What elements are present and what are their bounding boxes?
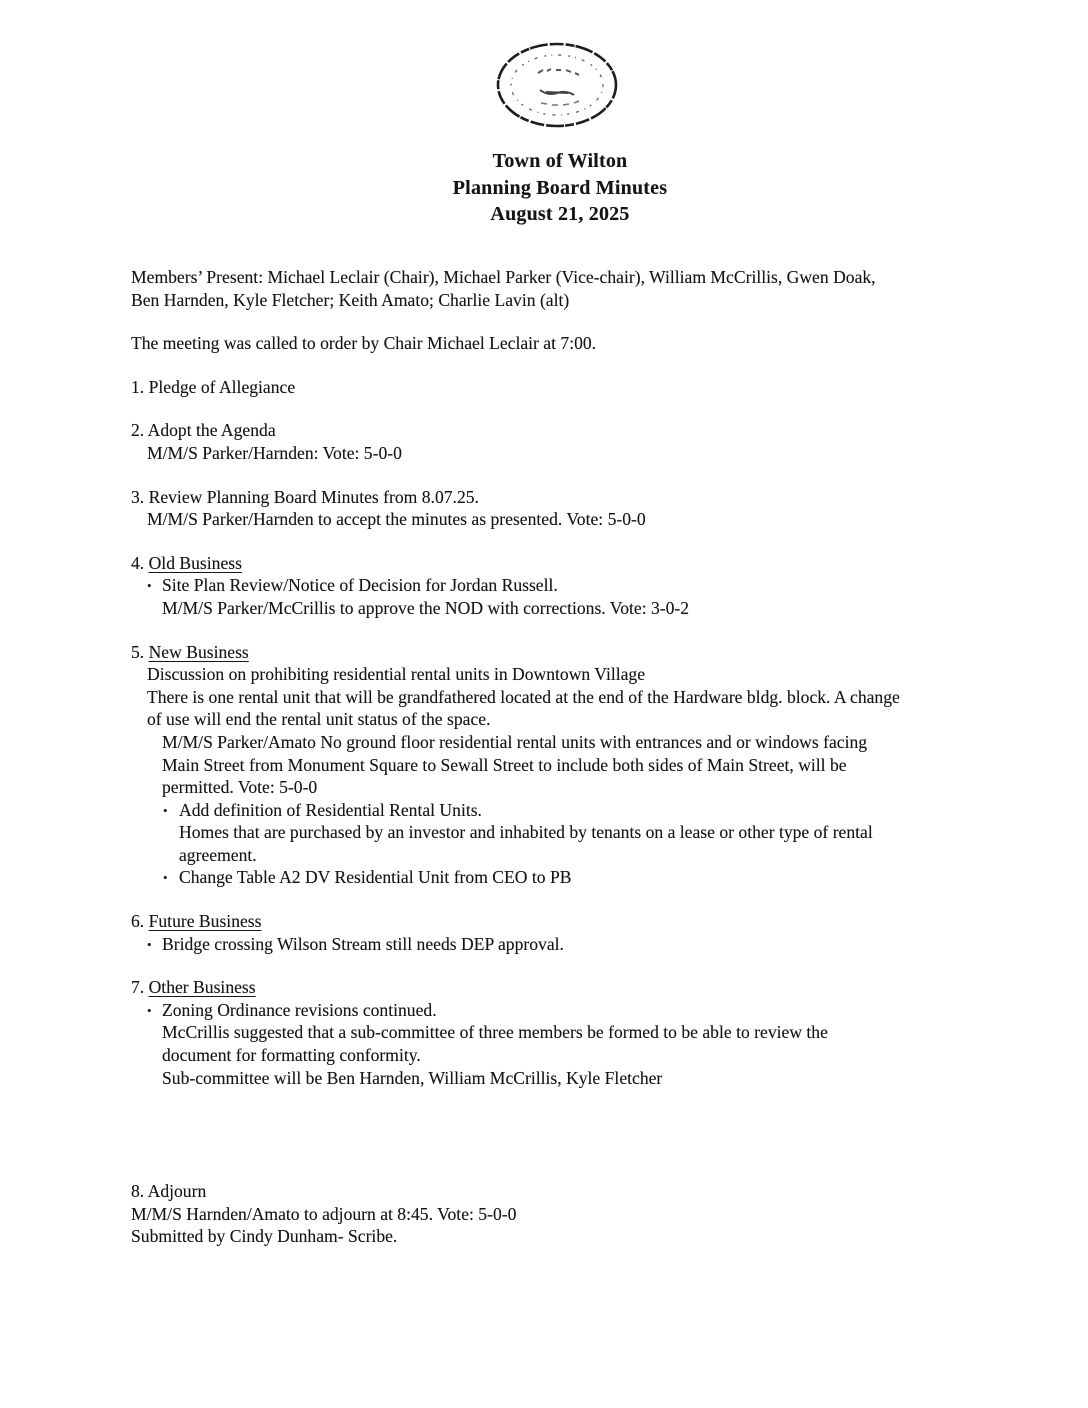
line-text: Discussion on prohibiting residential rental units in Downtown Village — [147, 664, 646, 685]
line-text: 8. Adjourn — [131, 1181, 207, 1202]
town-seal-icon — [494, 40, 620, 130]
doc-line — [131, 866, 1051, 889]
doc-line — [131, 419, 1051, 442]
doc-line — [131, 976, 1051, 999]
line-text: 1. Pledge of Allegiance — [131, 376, 296, 397]
doc-line — [131, 776, 1051, 799]
line-text: of use will end the rental unit status of the space. — [147, 709, 491, 730]
line-text: The meeting was called to order by Chair Michael Leclair at 7:00. — [131, 333, 597, 354]
doc-line — [131, 552, 1051, 575]
doc-line — [131, 508, 1051, 531]
line-text: Add definition of Residential Rental Units. — [179, 799, 482, 820]
doc-line — [131, 1203, 1051, 1226]
line-text: Members’ Present: Michael Leclair (Chair), Michael Parker (Vice-chair), William McCrillis, Gwen Doak, — [131, 267, 876, 287]
line-text: 3. Review Planning Board Minutes from 8.07.25. — [131, 486, 479, 507]
document-body — [131, 266, 1051, 1248]
line-text: M/M/S Harnden/Amato to adjourn at 8:45. Vote: 5-0-0 — [131, 1203, 517, 1224]
doc-line — [131, 266, 1051, 289]
doc-line — [131, 933, 1051, 956]
line-text: permitted. Vote: 5-0-0 — [162, 777, 318, 798]
doc-line — [131, 376, 1051, 399]
line-text: M/M/S Parker/Harnden to accept the minutes as presented. Vote: 5-0-0 — [147, 509, 646, 530]
doc-line — [131, 486, 1051, 509]
section-heading: Future Business — [148, 911, 262, 932]
line-text: McCrillis suggested that a sub-committee of three members be formed to be able to review the — [162, 1022, 828, 1043]
section-number: 5. — [131, 641, 149, 662]
line-text: Homes that are purchased by an investor and inhabited by tenants on a lease or other type of rental — [179, 822, 873, 843]
line-text: Change Table A2 DV Residential Unit from CEO to PB — [179, 867, 572, 888]
line-text: Site Plan Review/Notice of Decision for Jordan Russell. — [162, 575, 558, 596]
doc-line — [131, 910, 1051, 933]
doc-line — [131, 574, 1051, 597]
doc-line — [131, 1021, 1051, 1044]
section-number: 4. — [131, 552, 149, 573]
bullet-icon: • — [163, 870, 168, 886]
line-text: Zoning Ordinance revisions continued. — [162, 999, 437, 1020]
bullet-icon: • — [147, 1002, 152, 1018]
title-line-org: Town of Wilton — [492, 150, 628, 172]
line-text: Ben Harnden, Kyle Fletcher; Keith Amato; Charlie Lavin (alt) — [131, 289, 570, 310]
line-text: Submitted by Cindy Dunham- Scribe. — [131, 1226, 398, 1247]
section-heading: Other Business — [148, 977, 256, 998]
doc-line — [131, 799, 1051, 822]
doc-line — [131, 1044, 1051, 1067]
doc-line — [131, 1225, 1051, 1248]
doc-line — [131, 332, 1051, 355]
doc-line — [131, 663, 1051, 686]
doc-line — [131, 686, 1051, 709]
doc-line — [131, 731, 1051, 754]
section-heading: New Business — [148, 641, 249, 662]
line-text: Main Street from Monument Square to Sewall Street to include both sides of Main Street, will be — [162, 754, 847, 775]
line-text: M/M/S Parker/Harnden: Vote: 5-0-0 — [147, 442, 402, 463]
bullet-icon: • — [163, 802, 168, 818]
doc-line — [131, 754, 1051, 777]
section-heading: Old Business — [148, 552, 242, 573]
title-line-date: August 21, 2025 — [490, 203, 630, 225]
doc-line — [131, 1180, 1051, 1203]
line-text: Bridge crossing Wilson Stream still needs DEP approval. — [162, 933, 564, 954]
title-line-doc: Planning Board Minutes — [452, 176, 668, 199]
doc-line — [131, 597, 1051, 620]
doc-line — [131, 1067, 1051, 1090]
doc-line — [131, 289, 1051, 312]
doc-line — [131, 821, 1051, 844]
bullet-icon: • — [147, 936, 152, 952]
doc-line — [131, 999, 1051, 1022]
doc-line — [131, 442, 1051, 465]
section-number: 6. — [131, 911, 149, 932]
doc-line — [131, 641, 1051, 664]
line-text: agreement. — [179, 844, 257, 865]
doc-line — [131, 708, 1051, 731]
line-text: M/M/S Parker/Amato No ground floor residential rental units with entrances and or windows facing — [162, 731, 868, 752]
line-text: 2. Adopt the Agenda — [131, 420, 276, 441]
line-text: There is one rental unit that will be grandfathered located at the end of the Hardware bldg. block. A change — [147, 686, 900, 707]
line-text: M/M/S Parker/McCrillis to approve the NOD with corrections. Vote: 3-0-2 — [162, 597, 690, 618]
bullet-icon: • — [147, 578, 152, 594]
line-text: document for formatting conformity. — [162, 1045, 421, 1066]
doc-line — [131, 844, 1051, 867]
document-title — [16, 148, 1088, 228]
line-text: Sub-committee will be Ben Harnden, William McCrillis, Kyle Fletcher — [162, 1067, 663, 1088]
section-number: 7. — [131, 977, 149, 998]
